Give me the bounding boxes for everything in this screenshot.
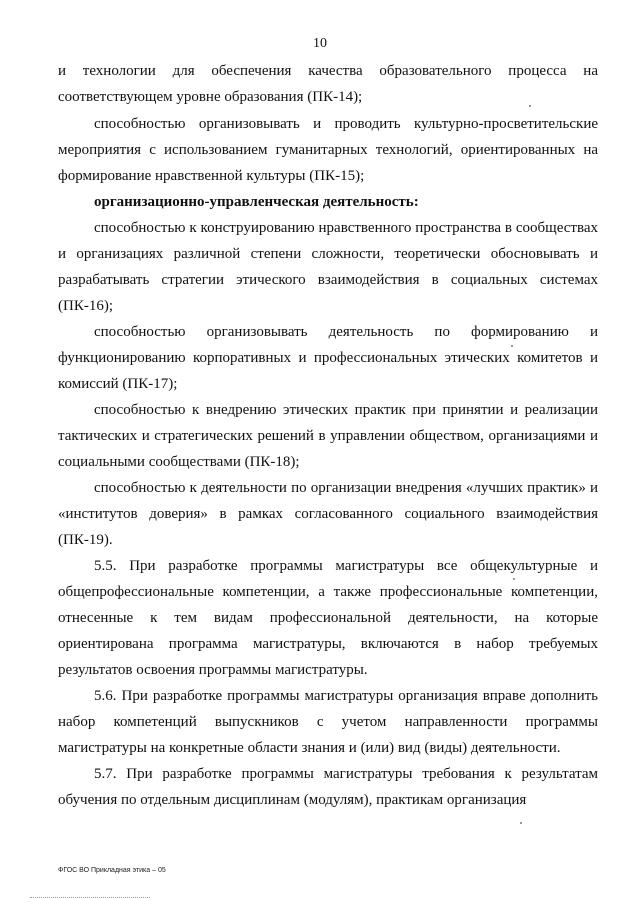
paragraph-5-7: 5.7. При разработке программы магистратуры требования к результатам обучения по отдельным дисциплинам (модулям), практикам организация [58,766,598,808]
scan-speck [529,105,531,107]
footer-text: ФГОС ВО Прикладная этика – 05 [58,867,166,874]
scan-edge-line [30,897,150,898]
paragraph-pk17: способностью организовывать деятельность по формированию и функционированию корпоративных и профессиональных этических комитетов и комиссий (ПК-17); [58,324,598,392]
paragraph-pk18: способностью к внедрению этических практик при принятии и реализации тактических и стратегических решений в управлении обществом, организациями и социальными сообществами (ПК-18); [58,402,598,470]
section-heading: организационно-управленческая деятельность: [94,194,419,210]
paragraph-5-5: 5.5. При разработке программы магистратуры все общекультурные и общепрофессиональные компетенции, а также профессиональные компетенции, отнесенные к тем видам профессиональной деятельности, на которые ориентирована программа магистратуры, включаются в набор требуемых результатов освоения программы магистратуры. [58,558,598,678]
paragraph-5-6: 5.6. При разработке программы магистратуры организация вправе дополнить набор компетенций выпускников с учетом направленности программы магистратуры на конкретные области знания и (или) вид (виды) деятельности. [58,688,598,756]
scan-speck [513,578,515,580]
paragraph-pk19: способностью к деятельности по организации внедрения «лучших практик» и «институтов доверия» в рамках согласованного социального взаимодействия (ПК-19). [58,480,598,548]
page-number: 10 [313,36,327,51]
document-body [58,58,598,813]
paragraph-pk15: способностью организовывать и проводить культурно-просветительские мероприятия с использованием гуманитарных технологий, ориентированных на формирование нравственной культуры (ПК-15); [58,116,598,184]
scan-speck [511,345,513,347]
paragraph-pk14-continuation: и технологии для обеспечения качества образовательного процесса на соответствующем уровне образования (ПК-14); [58,63,598,105]
scan-speck [520,822,522,824]
paragraph-pk16: способностью к конструированию нравственного пространства в сообществах и организациях различной степени сложности, теоретически обосновывать и разрабатывать стратегии этического взаимодействия в социальных системах (ПК-16); [58,220,598,314]
